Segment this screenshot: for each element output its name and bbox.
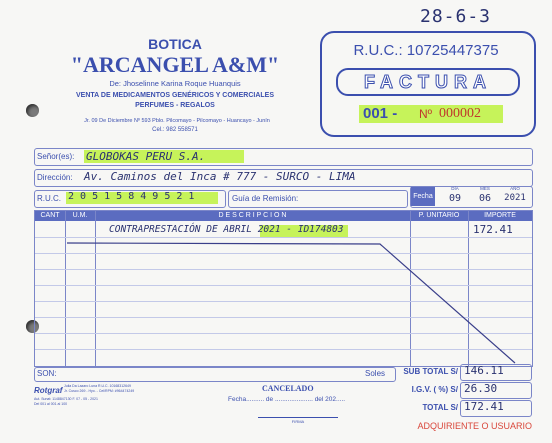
copy-label: ADQUIRIENTE O USUARIO [417, 421, 532, 431]
col-importe: IMPORTE [484, 212, 516, 219]
col-descripcion: D E S C R I P C I O N [218, 212, 287, 219]
items-table [34, 210, 533, 367]
customer-name-value: GLOBOKAS PERU S.A. [86, 150, 206, 163]
customer-name-label: Señor(es): [37, 152, 75, 161]
month-value: 06 [478, 193, 492, 204]
item-import: 172.41 [473, 223, 513, 236]
header-phone: Cel.: 982 558571 [152, 127, 198, 133]
subtotal-label: SUB TOTAL S/ [403, 367, 458, 376]
igv-value: 26.30 [464, 382, 498, 395]
strike-lines [35, 211, 532, 366]
printer-info-3: Aut. Sunat: 1148847130 F. 07 - 05 - 2021 [34, 397, 98, 401]
doc-number-label: Nº [419, 107, 433, 121]
header-owner: De: Jhoselinne Karina Roque Huanquis [109, 79, 241, 88]
ruc-number: R.U.C.: 10725447375 [353, 42, 499, 59]
header-address: Jr. 09 De Diciembre Nº 593 Pblo. Pilcomayo - Pilcomayo - Huancayo - Junín [84, 118, 270, 124]
address-value: Av. Caminos del Inca # 777 - SURCO - LIMA [84, 170, 356, 183]
printer-info-2: Jr. Cusco 269 - Hyo. - Cel/RPM: #964474249 [64, 389, 135, 393]
total-value: 172.41 [464, 400, 504, 413]
printer-name: Rotgraf [34, 386, 63, 395]
day-value: 09 [448, 193, 462, 204]
year-value: 2021 [504, 193, 526, 203]
header-title-small: BOTICA [148, 36, 202, 52]
doc-series: 001 - [363, 105, 398, 122]
soles-label: Soles [365, 369, 386, 378]
doc-number: 000002 [439, 106, 481, 121]
total-label: TOTAL S/ [422, 403, 458, 412]
header-activity-1: VENTA DE MEDICAMENTOS GENÉRICOS Y COMERCIALES [76, 92, 274, 99]
col-cant: CANT [40, 212, 60, 219]
header-activity-2: PERFUMES - REGALOS [135, 102, 215, 109]
address-label: Dirección: [37, 173, 73, 182]
guia-label: Guía de Remisión: [232, 194, 299, 203]
cancelado-label: CANCELADO [262, 384, 314, 393]
day-label: DÍA [451, 186, 459, 191]
col-um: U.M. [72, 212, 88, 219]
customer-ruc-value: 2 0 5 1 5 8 4 9 5 2 1 [68, 191, 195, 202]
subtotal-value: 146.11 [464, 364, 504, 377]
firma-label: FIRMA [291, 419, 305, 424]
printer-info-4: Del 001 al 001 al 100 [34, 402, 68, 406]
year-label: AÑO [510, 186, 520, 191]
punch-hole-icon [26, 104, 39, 117]
date-label: Fecha [411, 187, 435, 206]
firma-line [258, 417, 338, 418]
customer-ruc-label: R.U.C. [37, 194, 61, 203]
cancelado-date-line: Fecha.......... de ..................... del 202..... [228, 396, 346, 403]
item-description: CONTRAPRESTACIÓN DE ABRIL 2021 - ID174803 [109, 224, 344, 235]
handwritten-date: 28-6-3 [420, 6, 492, 27]
doc-number-row [345, 105, 503, 123]
header-title-big: "ARCANGEL A&M" [70, 52, 280, 77]
month-label: MES [480, 186, 490, 191]
printer-info-1: Julia Da Lazaro Luna R.U.C. 10168312649 [64, 384, 131, 388]
igv-label: I.G.V. ( %) S/ [411, 385, 458, 394]
son-field [34, 367, 396, 382]
son-label: SON: [37, 369, 57, 378]
col-punitario: P. UNITARIO [418, 212, 460, 219]
doc-type-badge: FACTURA [336, 68, 520, 96]
